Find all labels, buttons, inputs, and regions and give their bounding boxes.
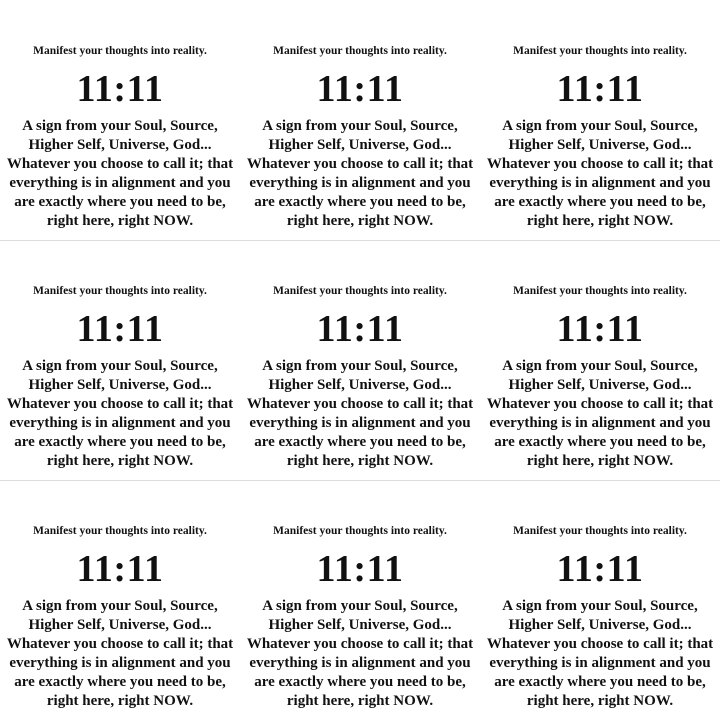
card-line: everything is in alignment and you [249,175,471,191]
card-line: right here, right NOW. [286,693,434,709]
card-line: are exactly where you need to be, [254,194,466,210]
card-line: A sign from your Soul, Source, [502,118,698,134]
card-line: Higher Self, Universe, God... [268,377,452,393]
card-line: everything is in alignment and you [249,415,471,431]
card-heading: Manifest your thoughts into reality. [33,525,207,537]
card-body [240,357,480,471]
card-line: right here, right NOW. [526,693,674,709]
card-line: Whatever you choose to call it; that [6,636,234,652]
card-line: Whatever you choose to call it; that [486,156,714,172]
card-time: 11:11 [76,308,164,350]
card-body [240,597,480,711]
card-time: 11:11 [76,68,164,110]
card-line: are exactly where you need to be, [14,674,226,690]
card-line: Whatever you choose to call it; that [6,396,234,412]
card-line: are exactly where you need to be, [494,194,706,210]
card-line: are exactly where you need to be, [14,434,226,450]
card-line: Whatever you choose to call it; that [246,396,474,412]
card-time: 11:11 [316,308,404,350]
card-line: Higher Self, Universe, God... [508,377,692,393]
affirmation-card [0,240,240,480]
card-line: Higher Self, Universe, God... [508,617,692,633]
card-heading: Manifest your thoughts into reality. [273,285,447,297]
card-line: right here, right NOW. [286,213,434,229]
affirmation-card [240,480,480,720]
card-line: everything is in alignment and you [489,175,711,191]
card-line: right here, right NOW. [526,453,674,469]
affirmation-card [0,480,240,720]
card-line: right here, right NOW. [46,693,194,709]
card-heading: Manifest your thoughts into reality. [513,525,687,537]
card-body [0,597,240,711]
affirmation-card [480,480,720,720]
affirmation-card [0,0,240,240]
card-time: 11:11 [556,548,644,590]
card-time: 11:11 [316,548,404,590]
affirmation-card [240,240,480,480]
card-line: everything is in alignment and you [9,175,231,191]
card-line: Higher Self, Universe, God... [268,617,452,633]
affirmation-card [480,0,720,240]
card-heading: Manifest your thoughts into reality. [273,45,447,57]
card-line: are exactly where you need to be, [494,434,706,450]
card-line: Whatever you choose to call it; that [486,396,714,412]
card-line: right here, right NOW. [286,453,434,469]
card-line: everything is in alignment and you [489,415,711,431]
card-line: right here, right NOW. [526,213,674,229]
card-line: Whatever you choose to call it; that [246,156,474,172]
card-body [480,597,720,711]
card-line: are exactly where you need to be, [254,434,466,450]
card-body [480,357,720,471]
card-time: 11:11 [556,68,644,110]
card-line: A sign from your Soul, Source, [262,118,458,134]
card-line: A sign from your Soul, Source, [502,598,698,614]
card-line: everything is in alignment and you [489,655,711,671]
card-body [240,117,480,231]
card-line: right here, right NOW. [46,453,194,469]
card-heading: Manifest your thoughts into reality. [513,45,687,57]
card-line: Higher Self, Universe, God... [28,377,212,393]
card-line: A sign from your Soul, Source, [22,598,218,614]
card-line: Whatever you choose to call it; that [6,156,234,172]
card-body [0,117,240,231]
card-line: are exactly where you need to be, [494,674,706,690]
card-time: 11:11 [556,308,644,350]
card-line: A sign from your Soul, Source, [262,598,458,614]
card-line: Higher Self, Universe, God... [508,137,692,153]
card-line: Higher Self, Universe, God... [28,617,212,633]
card-body [0,357,240,471]
card-body [480,117,720,231]
card-time: 11:11 [76,548,164,590]
card-line: A sign from your Soul, Source, [502,358,698,374]
card-heading: Manifest your thoughts into reality. [273,525,447,537]
card-line: everything is in alignment and you [9,655,231,671]
card-line: are exactly where you need to be, [14,194,226,210]
card-line: Higher Self, Universe, God... [268,137,452,153]
card-heading: Manifest your thoughts into reality. [33,285,207,297]
card-line: are exactly where you need to be, [254,674,466,690]
card-line: Whatever you choose to call it; that [486,636,714,652]
card-line: A sign from your Soul, Source, [262,358,458,374]
card-time: 11:11 [316,68,404,110]
card-line: A sign from your Soul, Source, [22,358,218,374]
affirmation-card [240,0,480,240]
card-line: everything is in alignment and you [9,415,231,431]
card-line: A sign from your Soul, Source, [22,118,218,134]
card-line: everything is in alignment and you [249,655,471,671]
card-heading: Manifest your thoughts into reality. [33,45,207,57]
card-line: Higher Self, Universe, God... [28,137,212,153]
card-heading: Manifest your thoughts into reality. [513,285,687,297]
affirmation-card [480,240,720,480]
card-line: Whatever you choose to call it; that [246,636,474,652]
card-line: right here, right NOW. [46,213,194,229]
